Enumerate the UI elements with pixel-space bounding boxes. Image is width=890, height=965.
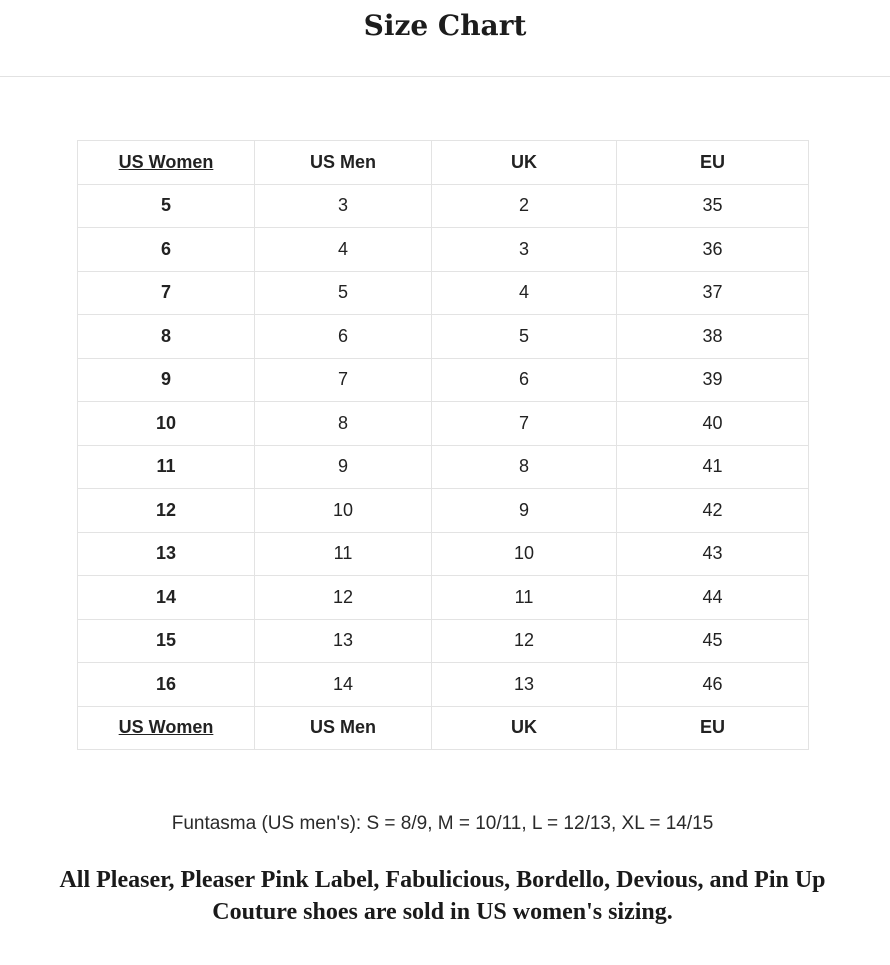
cell-us-women: 9 xyxy=(78,358,255,402)
header-us-women-label: US Women xyxy=(118,151,214,172)
cell-us-men: 11 xyxy=(255,532,432,576)
footer-row xyxy=(78,706,809,750)
cell-eu: 41 xyxy=(617,445,809,489)
us-womens-sizing-note: All Pleaser, Pleaser Pink Label, Fabulicious, Bordello, Devious, and Pin Up Couture shoes are sold in US women's sizing. xyxy=(59,867,826,925)
cell-us-men: 10 xyxy=(255,489,432,533)
cell-uk: 11 xyxy=(432,576,617,620)
cell-uk: 7 xyxy=(432,402,617,446)
header-us-men: US Men xyxy=(255,141,432,185)
funtasma-sizing-note: Funtasma (US men's): S = 8/9, M = 10/11, L = 12/13, XL = 14/15 xyxy=(171,813,714,834)
table-row xyxy=(78,315,809,359)
cell-eu: 44 xyxy=(617,576,809,620)
cell-us-women: 13 xyxy=(78,532,255,576)
header-uk: UK xyxy=(432,141,617,185)
footer-eu: EU xyxy=(617,706,809,750)
cell-eu: 37 xyxy=(617,271,809,315)
cell-eu: 43 xyxy=(617,532,809,576)
table-row xyxy=(78,489,809,533)
cell-eu: 45 xyxy=(617,619,809,663)
cell-us-men: 5 xyxy=(255,271,432,315)
cell-us-men: 4 xyxy=(255,228,432,272)
footer-us-women-label: US Women xyxy=(118,717,214,738)
header-row xyxy=(78,141,809,185)
page-title: Size Chart xyxy=(363,9,527,42)
cell-us-men: 14 xyxy=(255,663,432,707)
cell-us-women: 11 xyxy=(78,445,255,489)
size-chart-table xyxy=(77,140,809,750)
table-footer xyxy=(78,706,809,750)
table-row xyxy=(78,619,809,663)
table-row xyxy=(78,402,809,446)
cell-uk: 12 xyxy=(432,619,617,663)
cell-us-women: 16 xyxy=(78,663,255,707)
cell-eu: 38 xyxy=(617,315,809,359)
cell-us-women: 7 xyxy=(78,271,255,315)
header-eu: EU xyxy=(617,141,809,185)
table-row xyxy=(78,358,809,402)
cell-eu: 42 xyxy=(617,489,809,533)
table-row xyxy=(78,445,809,489)
cell-eu: 40 xyxy=(617,402,809,446)
footer-us-men: US Men xyxy=(255,706,432,750)
header-us-women xyxy=(78,141,255,185)
cell-us-women: 10 xyxy=(78,402,255,446)
cell-us-men: 8 xyxy=(255,402,432,446)
cell-us-men: 9 xyxy=(255,445,432,489)
cell-us-women: 8 xyxy=(78,315,255,359)
cell-uk: 8 xyxy=(432,445,617,489)
table-row xyxy=(78,271,809,315)
cell-uk: 4 xyxy=(432,271,617,315)
cell-eu: 35 xyxy=(617,184,809,228)
table-row xyxy=(78,576,809,620)
footer-uk: UK xyxy=(432,706,617,750)
cell-us-women: 6 xyxy=(78,228,255,272)
cell-us-men: 7 xyxy=(255,358,432,402)
cell-us-men: 3 xyxy=(255,184,432,228)
cell-us-men: 6 xyxy=(255,315,432,359)
table-header xyxy=(78,141,809,185)
cell-us-women: 15 xyxy=(78,619,255,663)
table-body xyxy=(78,184,809,706)
table-row xyxy=(78,228,809,272)
cell-uk: 13 xyxy=(432,663,617,707)
cell-us-women: 14 xyxy=(78,576,255,620)
cell-uk: 2 xyxy=(432,184,617,228)
cell-eu: 39 xyxy=(617,358,809,402)
table-row xyxy=(78,532,809,576)
cell-uk: 5 xyxy=(432,315,617,359)
title-divider xyxy=(0,76,890,77)
cell-us-men: 13 xyxy=(255,619,432,663)
table-row xyxy=(78,184,809,228)
cell-us-men: 12 xyxy=(255,576,432,620)
cell-eu: 46 xyxy=(617,663,809,707)
cell-eu: 36 xyxy=(617,228,809,272)
cell-uk: 10 xyxy=(432,532,617,576)
cell-uk: 6 xyxy=(432,358,617,402)
cell-us-women: 12 xyxy=(78,489,255,533)
cell-uk: 9 xyxy=(432,489,617,533)
footer-us-women xyxy=(78,706,255,750)
cell-uk: 3 xyxy=(432,228,617,272)
table-row xyxy=(78,663,809,707)
cell-us-women: 5 xyxy=(78,184,255,228)
